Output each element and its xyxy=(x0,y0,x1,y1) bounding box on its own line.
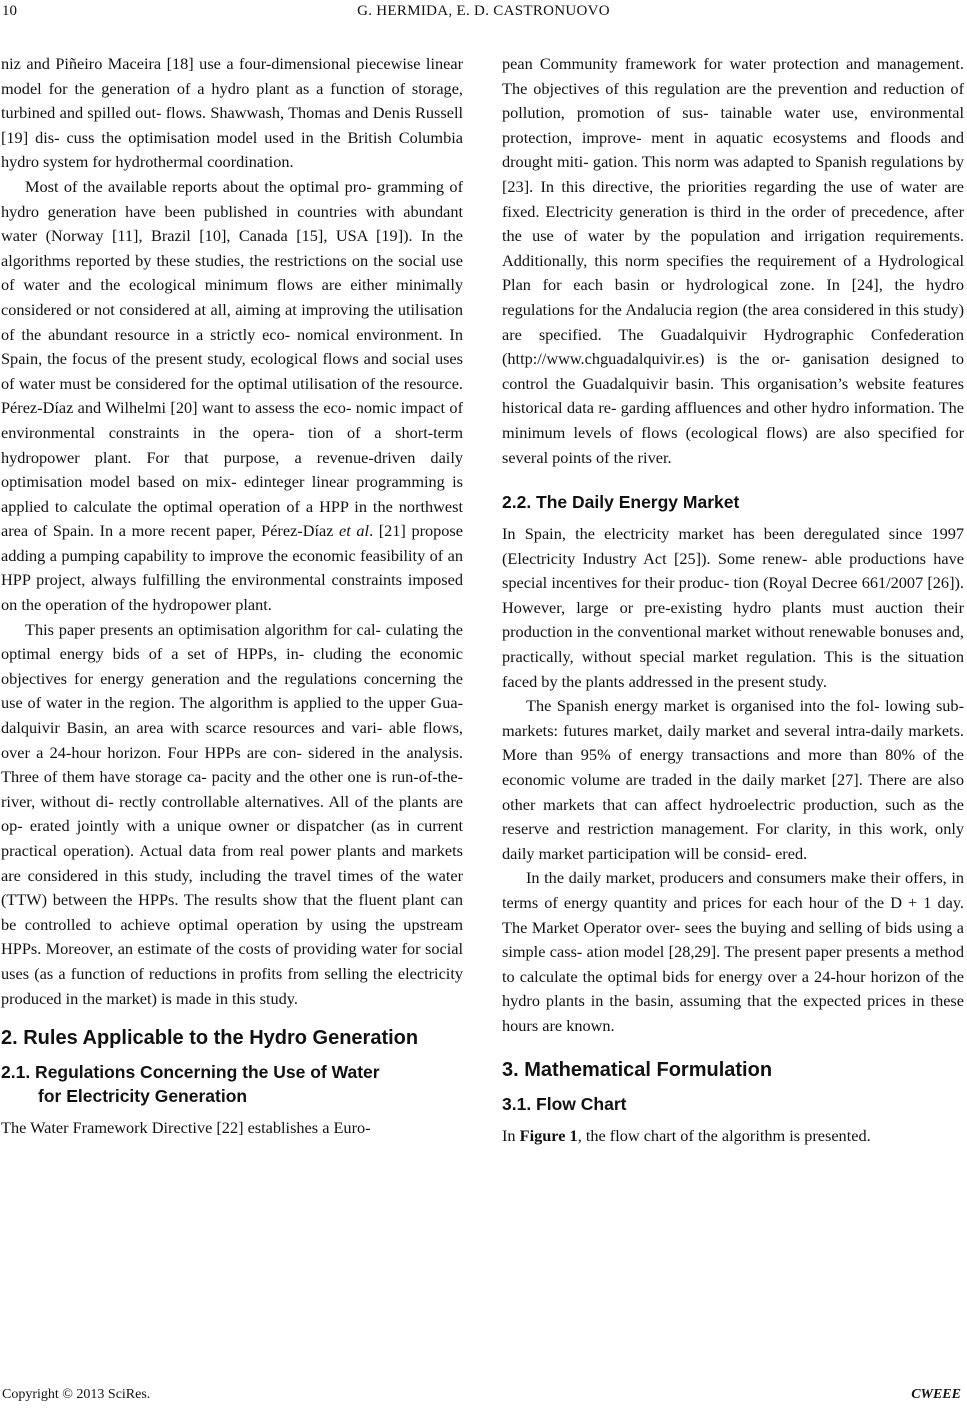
paragraph-optimal-programming xyxy=(1,175,463,618)
running-head-authors: G. HERMIDA, E. D. CASTRONUOVO xyxy=(357,3,610,19)
journal-abbreviation: CWEEE xyxy=(911,1387,961,1402)
paragraph-sub-markets: The Spanish energy market is organised into the fol- lowing sub-markets: futures market, daily market and several intra-daily markets. More than 95% of energy transactions and more than 80% of the economic volume are traded in the daily market [27]. There are also other markets that can affect hydroelectric production, such as the reserve and restriction management. For clarity, in this work, only daily market participation will be consid- ered. xyxy=(502,696,964,863)
paragraph-european-framework: pean Community framework for water protection and management. The objectives of this regulation are the prevention and reduction of pollution, promotion of sus- tainable water use, environmental protection, improve- ment in aquatic ecosystems and floods and drought miti- gation. This norm was adapted to Spanish regulations by [23]. In this directive, the priorities regarding the use of water are fixed. Electricity generation is third in the order of precedence, after the use of water by the population and irrigation requirements. Additionally, this norm specifies the requirement of a Hydrological Plan for each basin or hydrological zone. In [24], the hydro regulations for the Andalucia region (the area considered in this study) are specified. The Guadalquivir Hydrographic Confederation (http://www.chguadalquivir.es) is the or- ganisation designed to control the Guadalquivir basin. This organisation’s website features historical data re- garding affluences and other hydro information. The minimum levels of flows (ecological flows) are also specified for several points of the river. xyxy=(502,54,964,467)
section-heading-mathematical-formulation: 3. Mathematical Formulation xyxy=(502,1058,773,1081)
et-al-italic: et al xyxy=(339,521,370,541)
paragraph-water-framework: The Water Framework Directive [22] establishes a Euro- xyxy=(1,1118,371,1138)
paragraph-text: , the flow chart of the algorithm is presented. xyxy=(577,1125,871,1145)
paragraph-daily-market: In the daily market, producers and consumers make their offers, in terms of energy quantity and prices for each hour of the D + 1 day. The Market Operator over- sees the buying and selling of bids using a simple cass- ation model [28,29]. The present paper presents a method to calculate the optimal bids for energy over a 24-hour horizon of the hydro plants in the basin, assuming that the expected prices in these hours are known. xyxy=(502,868,964,1035)
heading-line: for Electricity Generation xyxy=(38,1086,248,1107)
page-header xyxy=(0,0,967,24)
right-column xyxy=(502,52,964,1148)
subsection-heading-regulations xyxy=(1,1060,463,1108)
heading-line: 2.1. Regulations Concerning the Use of Water xyxy=(1,1062,380,1083)
copyright-notice: Copyright © 2013 SciRes. xyxy=(2,1387,151,1402)
page-number: 10 xyxy=(2,3,17,19)
paragraph-text: In xyxy=(502,1125,520,1145)
paragraph-paper-presents: This paper presents an optimisation algorithm for cal- culating the optimal energy bids of a set of HPPs, in- cluding the economic objectives for energy generation and the regulations concerning the use of water in the region. The algorithm is applied to the upper Gua- dalquivir Basin, an area with scarce resources and vari- able flows, over a 24-hour horizon. Four HPPs are con- sidered in the analysis. Three of them have storage ca- pacity and the other one is run-of-the-river, without di- rectly controllable alternatives. All of the plants are op- erated jointly with a unique owner or dispatcher (as in current practical operation). Actual data from real power plants and markets are considered in this study, including the travel times of the water (TTW) between the HPPs. The results show that the fluent plant can be controlled to achieve optimal operation by using the upstream HPPs. Moreover, an estimate of the costs of providing water for social uses (as a function of reductions in profits from selling the electricity produced in the market) is made in this study. xyxy=(1,619,463,1008)
left-column xyxy=(1,52,463,1141)
figure-link[interactable]: Figure 1 xyxy=(519,1125,578,1145)
subsection-heading-flow-chart: 3.1. Flow Chart xyxy=(502,1093,627,1114)
paragraph-deregulated: In Spain, the electricity market has been deregulated since 1997 (Electricity Industry Act [25]). Some renew- able productions have special incentives for their produc- tion (Royal Decree 661/2007 [26]). However, large or pre-existing hydro plants must auction their production in the conventional market without renewable bonuses and, practically, without special market regulation. This is the situation faced by the plants addressed in the present study. xyxy=(502,524,964,691)
paragraph-text: . [21] propose adding a pumping capability to improve the economic feasibility of an HPP project, always fulfilling the environmental constraints imposed on the operation of the hydropower plant. xyxy=(1,521,463,615)
page-footer xyxy=(0,1386,967,1408)
paragraph-continued: niz and Piñeiro Maceira [18] use a four-dimensional piecewise linear model for the generation of a hydro plant as a function of storage, turbined and spilled out- flows. Shawwash, Thomas and Denis Russell [19] dis- cuss the optimisation model used in the British Columbia hydro system for hydrothermal coordination. xyxy=(1,54,463,172)
section-heading-rules: 2. Rules Applicable to the Hydro Generation xyxy=(1,1027,419,1050)
paragraph-text: Most of the available reports about the optimal pro- gramming of hydro generation have been published in countries with abundant water (Norway [11], Brazil [10], Canada [15], USA [19]). In the algorithms reported by these studies, the restrictions on the social use of water and the ecological minimum flows are either minimally considered or not considered at all, aiming at improving the utilisation of the abundant resource in a strictly eco- nomical environment. In Spain, the focus of the present study, ecological flows and social uses of water must be considered for the optimal utilisation of the resource. Pérez-Díaz and Wilhelmi [20] want to assess the eco- nomic impact of environmental constraints in the opera- tion of a short-term hydropower plant. For that purpose, a revenue-driven daily optimisation model based on mix- edinteger linear programming is applied to calculate the optimal operation of a HPP in the northwest area of Spain. In a more recent paper, Pérez-Díaz xyxy=(1,176,463,541)
paragraph-figure-reference xyxy=(502,1124,964,1149)
subsection-heading-energy-market: 2.2. The Daily Energy Market xyxy=(502,492,740,513)
